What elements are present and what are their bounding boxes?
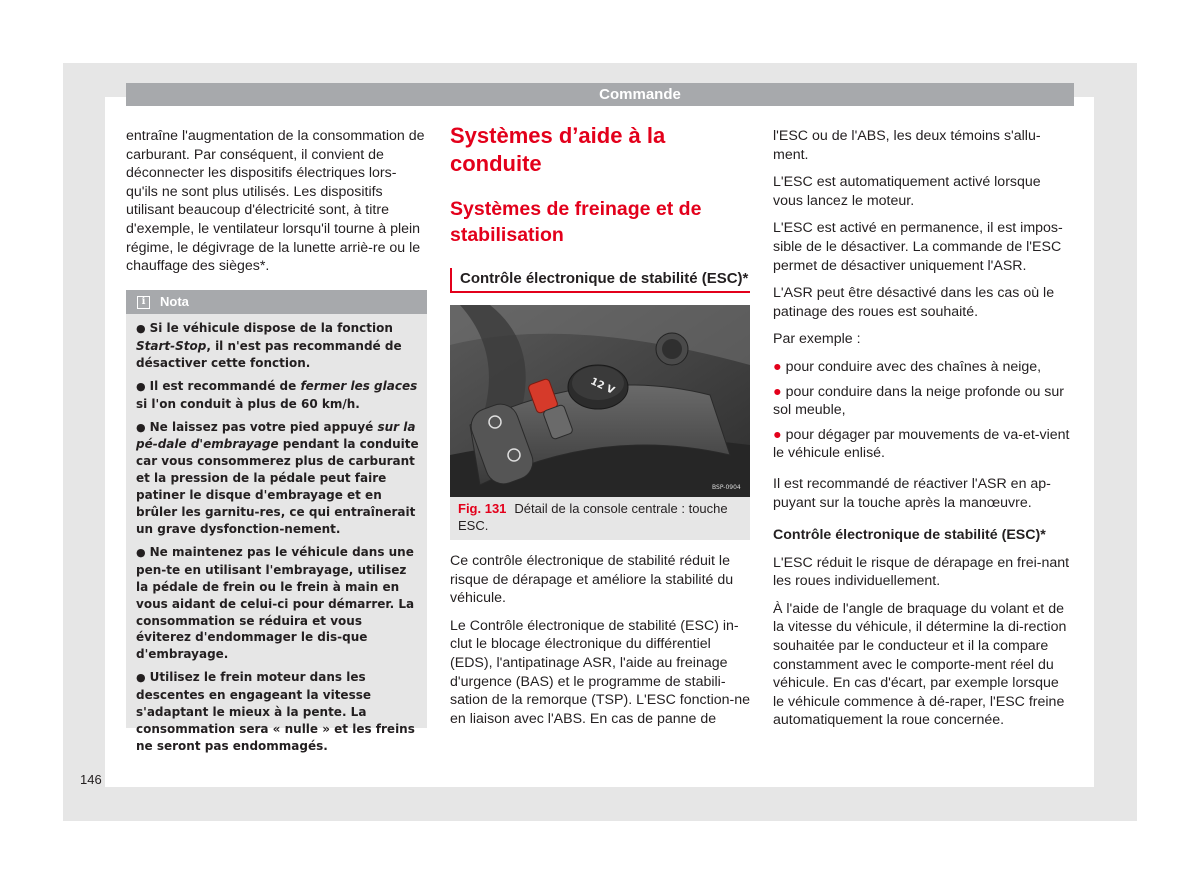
list-item: ● pour dégager par mouvements de va-et-vient le véhicule enlisé. [773, 426, 1070, 462]
figure-code: BSP-0904 [712, 484, 741, 491]
bullet-icon: ● [773, 358, 782, 375]
paragraph: À l'aide de l'angle de braquage du volant et de la vitesse du véhicule, il détermine la di-rection souhaitée par le conducteur et il la compare constamment avec le comporte-ment réel du véhicule. En cas d'écart, par exemple lorsque le véhicule commence à dé-raper, l'ESC freine automatiquement la roue concernée. [773, 600, 1067, 729]
note-header [126, 290, 427, 314]
bullet-icon: ● [773, 383, 782, 400]
column-left [126, 127, 426, 285]
paragraph: Par exemple : [773, 331, 861, 348]
paragraph: l'ESC ou de l'ABS, les deux témoins s'allu-ment. [773, 128, 1041, 163]
bullet-icon: ● [136, 545, 146, 559]
bullet-icon: ● [136, 420, 146, 434]
paragraph: Ce contrôle électronique de stabilité réduit le risque de dérapage et améliore la stabilité du véhicule. [450, 553, 734, 607]
column-middle [450, 122, 750, 737]
info-icon: i [137, 296, 150, 309]
note-item: ● Il est recommandé de fermer les glaces si l'on conduit à plus de 60 km/h. [136, 378, 418, 411]
bullet-icon: ● [773, 426, 782, 443]
note-body [126, 314, 427, 755]
heading-level-1: Systèmes d’aide à la conduite [450, 123, 666, 176]
figure-caption [450, 497, 750, 540]
paragraph: L'ESC est automatiquement activé lorsque vous lancez le moteur. [773, 174, 1041, 209]
figure-label: Fig. 131 [458, 501, 507, 516]
paragraph: L'ASR peut être désactivé dans les cas où le patinage des roues est souhaité. [773, 285, 1055, 320]
note-item: ● Ne laissez pas votre pied appuyé sur la pé-dale d'embrayage pendant la conduite car vous consommerez plus de carburant et la pression de la pédale peut faire patiner le disque d'embrayage et en brûler les garnitu-res, ce qui entraînerait un grave dysfonction-nement. [136, 419, 419, 536]
note-item: ● Utilisez le frein moteur dans les descentes en engageant la vitesse s'adaptant le mieux à la pente. La consommation sera « nulle » et les freins ne seront pas endommagés. [136, 670, 415, 753]
column-right [773, 127, 1073, 739]
note-box [126, 290, 427, 753]
page-number: 146 [80, 772, 102, 787]
section-header: Commande [126, 83, 1074, 106]
list-item: ● pour conduire avec des chaînes à neige, [773, 358, 1042, 375]
figure-console-photo [450, 305, 750, 497]
figure-caption-text: Détail de la console centrale : touche ESC. [458, 501, 728, 533]
socket-label: 12 V [588, 376, 617, 397]
bullet-icon: ● [136, 379, 146, 393]
note-item: ● Si le véhicule dispose de la fonction Start-Stop, il n'est pas recommandé de désactiver cette fonction. [136, 321, 402, 370]
paragraph: L'ESC est activé en permanence, il est impos-sible de le désactiver. La commande de l'ESC permet de désactiver uniquement l'ASR. [773, 220, 1063, 274]
intro-paragraph: entraîne l'augmentation de la consommation de carburant. Par conséquent, il convient de déconnecter les dispositifs électriques lors-qu'ils ne sont plus utilisés. Les dispositifs utilisant beaucoup d'électricité sont, à titre d'exemple, le ventilateur lorsqu'il tourne à plein régime, le dégivrage de la lunette arriè-re ou le chauffage des sièges*. [126, 128, 425, 275]
bullet-icon: ● [136, 671, 146, 685]
note-item: ● Ne maintenez pas le véhicule dans une pen-te en utilisant l'embrayage, utilisez la pédale de frein ou le frein à main en vous aidant de celui-ci pour démarrer. La consommation se réduira et vous éviterez d'endommager le dis-que d'embrayage. [136, 544, 415, 662]
paragraph: L'ESC réduit le risque de dérapage en frei-nant les roues individuellement. [773, 554, 1070, 590]
console-illustration [450, 305, 750, 497]
paragraph: Il est recommandé de réactiver l'ASR en ap-puyant sur la touche après la manœuvre. [773, 475, 1051, 511]
paragraph: Le Contrôle électronique de stabilité (ESC) in-clut le blocage électronique du différentiel (EDS), l'antipatinage ASR, l'aide au freinage d'urgence (BAS) et le programme de stabili-sation de la remorque (TSP). L'ESC fonction-ne en liaison avec l'ABS. En cas de panne de [450, 617, 751, 727]
heading-level-3: Contrôle électronique de stabilité (ESC)* [450, 268, 750, 293]
bullet-icon: ● [136, 322, 146, 335]
heading-level-2: Systèmes de freinage et de stabilisation [450, 198, 702, 246]
subheading: Contrôle électronique de stabilité (ESC)* [773, 527, 1046, 544]
note-title: Nota [160, 294, 189, 309]
list-item: ● pour conduire dans la neige profonde ou sur sol meuble, [773, 383, 1065, 419]
